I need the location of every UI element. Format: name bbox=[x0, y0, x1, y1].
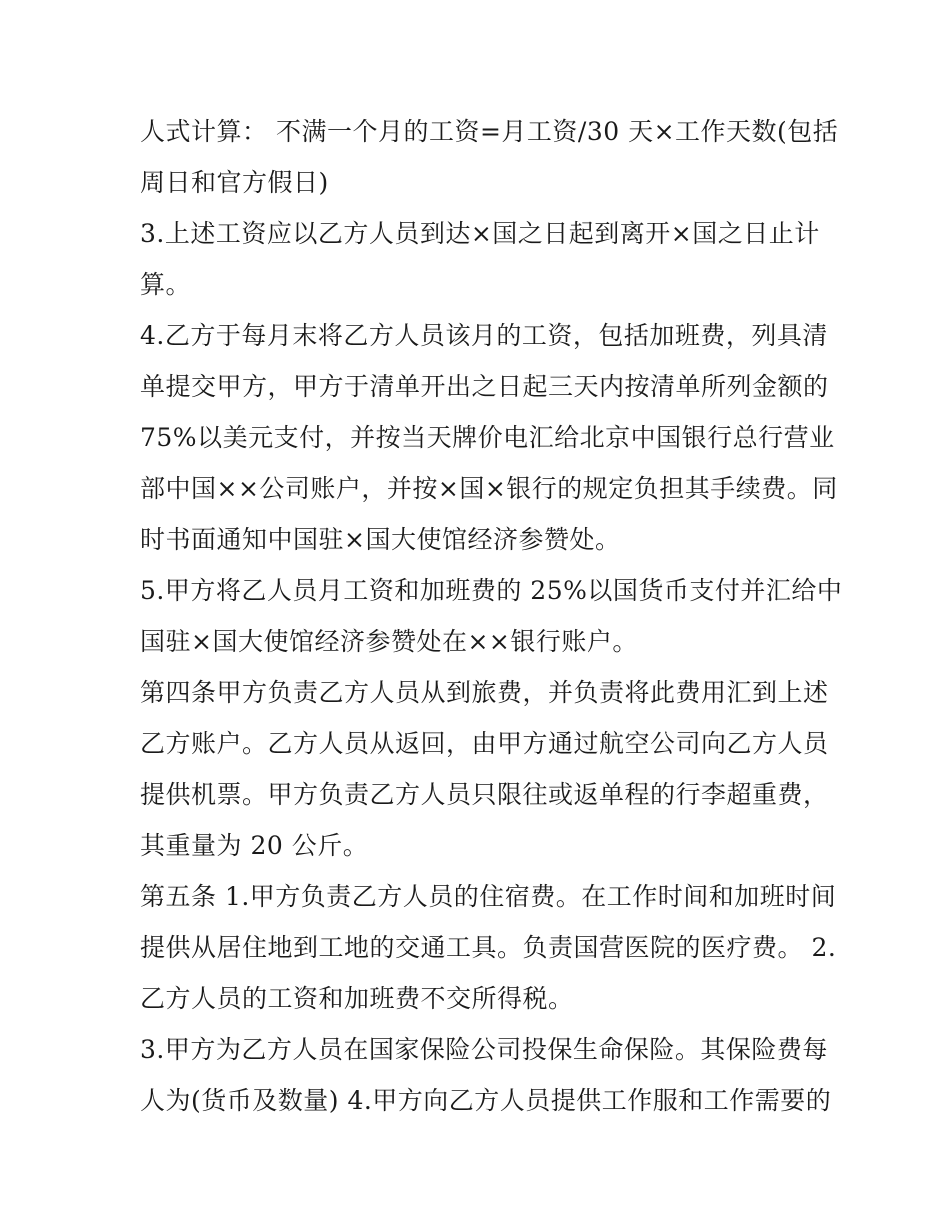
text-line: 人为(货币及数量) 4.甲方向乙方人员提供工作服和工作需要的 bbox=[140, 1086, 832, 1115]
text-line: 第五条 1.甲方负责乙方人员的住宿费。在工作时间和加班时间 bbox=[140, 882, 837, 911]
text-line: 时书面通知中国驻×国大使馆经济参赞处。 bbox=[140, 525, 621, 554]
text-line: 乙方账户。乙方人员从返回，由甲方通过航空公司向乙方人员 bbox=[140, 729, 829, 758]
text-line: 4.乙方于每月末将乙方人员该月的工资，包括加班费，列具清 bbox=[140, 321, 828, 350]
text-line: 乙方人员的工资和加班费不交所得税。 bbox=[140, 984, 574, 1013]
text-line: 提供从居住地到工地的交通工具。负责国营医院的医疗费。 2. bbox=[140, 933, 837, 962]
text-line: 第四条甲方负责乙方人员从到旅费，并负责将此费用汇到上述 bbox=[140, 678, 829, 707]
text-line: 人式计算： 不满一个月的工资=月工资/30 天×工作天数(包括 bbox=[140, 117, 839, 146]
text-line: 5.甲方将乙人员月工资和加班费的 25%以国货币支付并汇给中 bbox=[140, 576, 843, 605]
text-line: 部中国××公司账户，并按×国×银行的规定负担其手续费。同 bbox=[140, 474, 838, 503]
text-line: 3.甲方为乙方人员在国家保险公司投保生命保险。其保险费每 bbox=[140, 1035, 828, 1064]
document-body bbox=[140, 106, 843, 1126]
text-line: 国驻×国大使馆经济参赞处在××银行账户。 bbox=[140, 627, 638, 656]
text-line: 单提交甲方，甲方于清单开出之日起三天内按清单所列金额的 bbox=[140, 372, 829, 401]
text-line: 3.上述工资应以乙方人员到达×国之日起到离开×国之日止计 bbox=[140, 219, 820, 248]
text-line: 周日和官方假日) bbox=[140, 168, 329, 197]
text-line: 提供机票。甲方负责乙方人员只限往或返单程的行李超重费， bbox=[140, 780, 829, 809]
text-line: 75%以美元支付，并按当天牌价电汇给北京中国银行总行营业 bbox=[140, 423, 835, 452]
text-line: 其重量为 20 公斤。 bbox=[140, 831, 369, 860]
text-line: 算。 bbox=[140, 270, 192, 299]
